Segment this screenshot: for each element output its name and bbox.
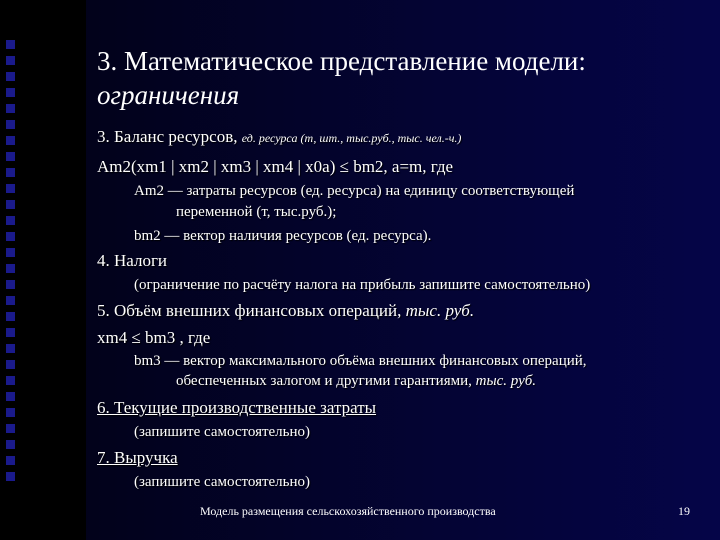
decorative-square (6, 296, 15, 305)
decorative-square (6, 232, 15, 241)
decorative-square (6, 360, 15, 369)
decorative-square (6, 120, 15, 129)
decorative-square (6, 472, 15, 481)
decorative-square (6, 56, 15, 65)
title-line-2: ограничения (97, 80, 240, 110)
section-3-def-a-line-2: переменной (т, тыс.руб.); (176, 204, 337, 220)
section-4-note: (ограничение по расчёту налога на прибыль запишите самостоятельно) (134, 277, 591, 293)
decorative-square (6, 184, 15, 193)
section-3-units: ед. ресурса (т, шт., тыс.руб., тыс. чел.-ч.) (241, 131, 462, 145)
decorative-square (6, 264, 15, 273)
section-4-heading: 4. Налоги (97, 251, 168, 270)
slide-title (97, 44, 707, 112)
decorative-square (6, 200, 15, 209)
decorative-square (6, 344, 15, 353)
decorative-square (6, 424, 15, 433)
decorative-square (6, 328, 15, 337)
decorative-square (6, 248, 15, 257)
page-number: 19 (678, 504, 690, 518)
decorative-square (6, 392, 15, 401)
section-3-def-a-line-1: Am2 — затраты ресурсов (ед. ресурса) на единицу соответствующей (134, 183, 575, 199)
section-5-def-line-1: bm3 — вектор максимального объёма внешних финансовых операций, (134, 353, 587, 369)
decorative-square (6, 312, 15, 321)
section-5-heading: 5. Объём внешних финансовых операций, (97, 301, 402, 320)
footer-text: Модель размещения сельскохозяйственного производства (200, 504, 496, 518)
section-7-heading: 7. Выручка (97, 448, 178, 467)
decorative-square (6, 72, 15, 81)
decorative-square (6, 152, 15, 161)
section-6-heading: 6. Текущие производственные затраты (97, 398, 377, 417)
section-7-note: (запишите самостоятельно) (134, 474, 311, 490)
section-3-def-b: bm2 — вектор наличия ресурсов (ед. ресурса). (134, 228, 432, 244)
section-3-heading-row (97, 127, 461, 147)
decorative-squares (6, 40, 20, 488)
decorative-square (6, 280, 15, 289)
decorative-square (6, 456, 15, 465)
left-decoration-strip (0, 0, 86, 540)
section-5-unit: тыс. руб. (405, 301, 475, 320)
section-3-formula: Am2(xm1 | xm2 | xm3 | xm4 | x0a) ≤ bm2, a=m, где (97, 157, 454, 176)
decorative-square (6, 136, 15, 145)
section-5-def-unit: тыс. руб. (475, 373, 537, 389)
decorative-square (6, 408, 15, 417)
decorative-square (6, 216, 15, 225)
title-line-1: 3. Математическое представление модели: (97, 46, 586, 76)
decorative-square (6, 40, 15, 49)
section-5-heading-row (97, 301, 474, 321)
decorative-square (6, 88, 15, 97)
decorative-square (6, 440, 15, 449)
section-6-note: (запишите самостоятельно) (134, 424, 311, 440)
section-3-heading: 3. Баланс ресурсов, (97, 127, 238, 146)
decorative-square (6, 104, 15, 113)
section-5-formula: xm4 ≤ bm3 , где (97, 328, 211, 347)
section-5-def-line-2: обеспеченных залогом и другими гарантиями, (176, 373, 472, 389)
decorative-square (6, 168, 15, 177)
decorative-square (6, 376, 15, 385)
section-5-def-line-2-row (176, 373, 536, 390)
